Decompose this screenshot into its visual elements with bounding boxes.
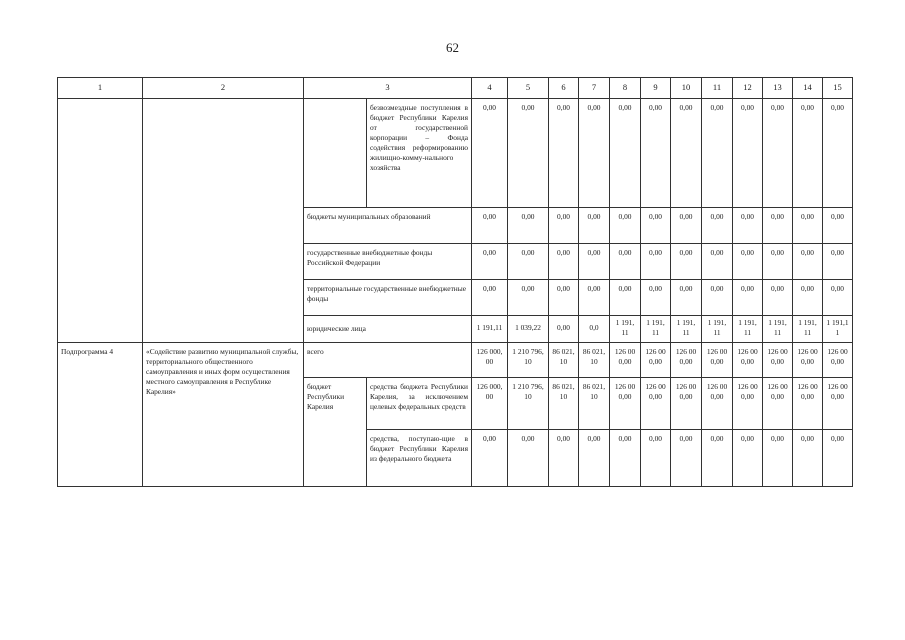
value-cell: 1 191, 11 (763, 316, 793, 343)
value-cell: 0,00 (671, 429, 702, 486)
value-cell: 0,00 (793, 99, 823, 208)
value-cell: 0,00 (579, 280, 610, 316)
value-cell: 126 000,00 (641, 342, 671, 377)
row-sublabel: средства, поступаю-щие в бюджет Республики Карелия из федерального бюджета (367, 429, 472, 486)
value-cell: 126 000,00 (763, 342, 793, 377)
header-cell: 10 (671, 78, 702, 99)
header-cell: 11 (702, 78, 733, 99)
row-label: территориальные государственные внебюджетные фонды (304, 280, 472, 316)
value-cell: 0,00 (472, 280, 508, 316)
value-cell: 0,00 (472, 429, 508, 486)
value-cell: 1 191, 11 (671, 316, 702, 343)
value-cell: 126 000,00 (733, 342, 763, 377)
empty-cell (143, 99, 304, 343)
value-cell: 1 191, 11 (702, 316, 733, 343)
header-cell: 7 (579, 78, 610, 99)
value-cell: 0,00 (641, 244, 671, 280)
header-cell: 13 (763, 78, 793, 99)
subprogram-name: «Содействие развитию муниципальной службы, территориального общественного самоуправления и иных форм осуществления местного самоуправления в Республике Карелия» (143, 342, 304, 486)
table-row (58, 99, 853, 208)
value-cell: 0,00 (671, 280, 702, 316)
value-cell: 0,00 (793, 208, 823, 244)
header-cell: 2 (143, 78, 304, 99)
table-row (58, 342, 853, 377)
value-cell: 126 000,00 (472, 342, 508, 377)
value-cell: 86 021,10 (549, 377, 579, 429)
header-cell: 4 (472, 78, 508, 99)
value-cell: 0,00 (508, 429, 549, 486)
header-cell: 9 (641, 78, 671, 99)
value-cell: 0,00 (641, 429, 671, 486)
value-cell: 0,00 (472, 244, 508, 280)
value-cell: 0,00 (733, 244, 763, 280)
value-cell: 0,00 (610, 244, 641, 280)
value-cell: 1 191, 11 (793, 316, 823, 343)
row-label: бюджет Республики Карелия (304, 377, 367, 486)
value-cell: 0,00 (823, 429, 853, 486)
value-cell: 0,00 (733, 280, 763, 316)
value-cell: 126 000,00 (823, 342, 853, 377)
value-cell: 0,00 (579, 429, 610, 486)
value-cell: 126 000,00 (733, 377, 763, 429)
value-cell: 0,00 (549, 429, 579, 486)
page-number: 62 (446, 40, 459, 55)
value-cell: 0,00 (733, 208, 763, 244)
header-cell: 14 (793, 78, 823, 99)
value-cell: 1 210 796,10 (508, 342, 549, 377)
value-cell: 0,00 (549, 316, 579, 343)
value-cell: 0,00 (549, 280, 579, 316)
value-cell: 86 021,10 (549, 342, 579, 377)
value-cell: 0,00 (763, 280, 793, 316)
value-cell: 0,00 (671, 244, 702, 280)
value-cell: 0,00 (793, 244, 823, 280)
value-cell: 0,00 (823, 208, 853, 244)
value-cell: 0,00 (549, 208, 579, 244)
value-cell: 86 021,10 (579, 342, 610, 377)
value-cell: 1 191, 11 (610, 316, 641, 343)
value-cell: 0,00 (793, 280, 823, 316)
header-cell: 3 (304, 78, 472, 99)
value-cell: 0,00 (579, 244, 610, 280)
value-cell: 0,00 (610, 429, 641, 486)
value-cell: 0,00 (702, 244, 733, 280)
row-label: государственные внебюджетные фонды Российской Федерации (304, 244, 472, 280)
value-cell: 0,00 (508, 99, 549, 208)
header-cell: 8 (610, 78, 641, 99)
empty-cell (304, 99, 367, 208)
value-cell: 0,00 (702, 208, 733, 244)
value-cell: 0,00 (549, 99, 579, 208)
value-cell: 86 021,10 (579, 377, 610, 429)
header-cell: 5 (508, 78, 549, 99)
value-cell: 1 039,22 (508, 316, 549, 343)
value-cell: 1 191, 11 (641, 316, 671, 343)
value-cell: 0,00 (508, 244, 549, 280)
value-cell: 1 191, 11 (733, 316, 763, 343)
value-cell: 0,00 (793, 429, 823, 486)
value-cell: 0,0 (579, 316, 610, 343)
value-cell: 1 191,11 (823, 316, 853, 343)
header-cell: 6 (549, 78, 579, 99)
value-cell: 0,00 (472, 208, 508, 244)
value-cell: 126 000,00 (823, 377, 853, 429)
value-cell: 0,00 (823, 280, 853, 316)
value-cell: 126 000,00 (610, 342, 641, 377)
value-cell: 0,00 (641, 99, 671, 208)
header-row (58, 78, 853, 99)
value-cell: 0,00 (472, 99, 508, 208)
value-cell: 126 000,00 (671, 377, 702, 429)
row-label: безвозмездные поступления в бюджет Республики Карелия от государственной корпорации – Фонда содействия реформированию жилищно-комму-нального хозяйства (367, 99, 472, 208)
value-cell: 0,00 (702, 99, 733, 208)
value-cell: 0,00 (763, 208, 793, 244)
value-cell: 126 000,00 (702, 342, 733, 377)
header-cell: 1 (58, 78, 143, 99)
value-cell: 0,00 (763, 244, 793, 280)
value-cell: 0,00 (641, 208, 671, 244)
row-label: всего (304, 342, 472, 377)
value-cell: 126 000,00 (702, 377, 733, 429)
value-cell: 0,00 (671, 208, 702, 244)
value-cell: 0,00 (671, 99, 702, 208)
value-cell: 126 000,00 (671, 342, 702, 377)
row-label: бюджеты муниципальных образований (304, 208, 472, 244)
value-cell: 1 191,11 (472, 316, 508, 343)
value-cell: 0,00 (823, 99, 853, 208)
value-cell: 126 000,00 (763, 377, 793, 429)
value-cell: 126 000,00 (793, 342, 823, 377)
value-cell: 0,00 (610, 99, 641, 208)
subprogram-label: Подпрограмма 4 (58, 342, 143, 486)
empty-cell (58, 99, 143, 343)
value-cell: 126 000,00 (793, 377, 823, 429)
value-cell: 0,00 (733, 429, 763, 486)
value-cell: 0,00 (610, 208, 641, 244)
value-cell: 0,00 (610, 280, 641, 316)
value-cell: 126 000,00 (610, 377, 641, 429)
value-cell: 0,00 (641, 280, 671, 316)
budget-table (57, 77, 853, 487)
value-cell: 126 000,00 (641, 377, 671, 429)
value-cell: 0,00 (763, 429, 793, 486)
value-cell: 0,00 (508, 208, 549, 244)
value-cell: 0,00 (549, 244, 579, 280)
value-cell: 0,00 (579, 99, 610, 208)
header-cell: 12 (733, 78, 763, 99)
row-sublabel: средства бюджета Республики Карелия, за исключением целевых федеральных средств (367, 377, 472, 429)
value-cell: 0,00 (763, 99, 793, 208)
value-cell: 0,00 (508, 280, 549, 316)
value-cell: 0,00 (702, 280, 733, 316)
value-cell: 0,00 (733, 99, 763, 208)
value-cell: 0,00 (702, 429, 733, 486)
value-cell: 1 210 796,10 (508, 377, 549, 429)
header-cell: 15 (823, 78, 853, 99)
value-cell: 0,00 (823, 244, 853, 280)
value-cell: 0,00 (579, 208, 610, 244)
row-label: юридические лица (304, 316, 472, 343)
value-cell: 126 000,00 (472, 377, 508, 429)
